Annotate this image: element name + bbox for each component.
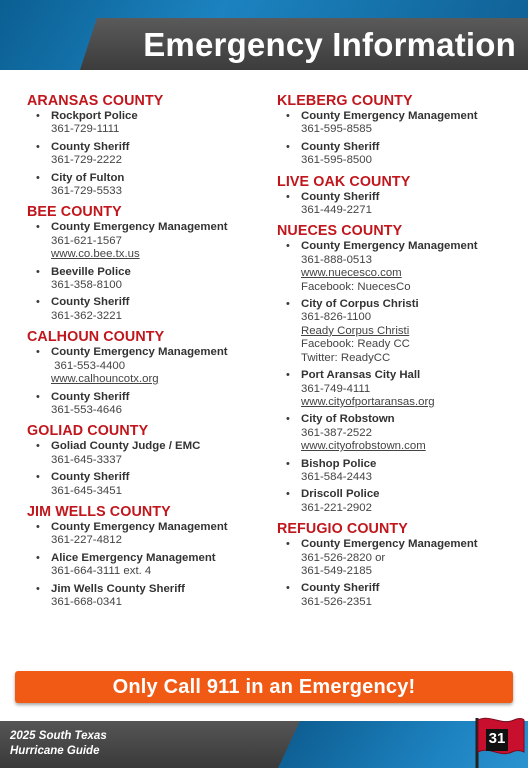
bullet-icon: • — [286, 457, 290, 470]
contact-name: County Sheriff — [301, 190, 380, 203]
page-footer — [0, 721, 528, 768]
contact-phone: 361-888-0513 — [301, 253, 372, 266]
contact-phone: 361-549-2185 — [301, 564, 372, 577]
county-section-aransas-county — [27, 92, 267, 198]
bullet-icon: • — [36, 551, 40, 564]
contact-name: County Sheriff — [51, 471, 130, 484]
contact-entry — [27, 221, 267, 261]
contact-entry — [27, 172, 267, 199]
contact-entry — [277, 458, 517, 485]
county-section-calhoun-county — [27, 328, 267, 417]
contact-name: Port Aransas City Hall — [301, 369, 421, 382]
county-heading: LIVE OAK COUNTY — [277, 173, 411, 190]
contact-name: City of Corpus Christi — [301, 298, 419, 311]
contact-name: City of Robstown — [301, 413, 395, 426]
contact-entry — [27, 346, 267, 386]
footer-guide-title: 2025 South Texas Hurricane Guide — [10, 730, 107, 757]
county-section-bee-county — [27, 203, 267, 323]
contact-name: County Emergency Management — [301, 110, 478, 122]
bullet-icon: • — [36, 171, 40, 184]
contact-phone: 361-595-8585 — [301, 123, 372, 136]
contact-entry — [27, 471, 267, 498]
county-section-jim-wells-county — [27, 503, 267, 609]
county-heading: CALHOUN COUNTY — [27, 329, 165, 346]
bullet-icon: • — [286, 413, 290, 426]
bullet-icon: • — [36, 265, 40, 278]
county-heading: JIM WELLS COUNTY — [27, 503, 171, 520]
contact-entry — [27, 141, 267, 168]
county-section-nueces-county — [277, 222, 517, 515]
county-section-refugio-county — [277, 520, 517, 609]
county-section-live-oak-county — [277, 173, 517, 218]
bullet-icon: • — [286, 582, 290, 595]
contact-name: County Sheriff — [301, 140, 380, 153]
bullet-icon: • — [36, 110, 40, 122]
contact-entry — [277, 110, 517, 137]
banner-text: Only Call 911 in an Emergency! — [112, 676, 416, 698]
contact-name: Beeville Police — [51, 265, 131, 278]
contact-name: County Sheriff — [51, 140, 130, 153]
bullet-icon: • — [36, 440, 40, 453]
contact-entry — [27, 552, 267, 579]
county-section-kleberg-county — [277, 92, 517, 168]
contact-phone: 361-221-2902 — [301, 501, 372, 514]
county-heading: BEE COUNTY — [27, 204, 122, 221]
contact-entry — [277, 488, 517, 515]
contact-website-link[interactable]: www.cityofportaransas.org — [301, 395, 435, 408]
contact-phone: 361-729-5533 — [51, 185, 122, 198]
contact-name: City of Fulton — [51, 171, 125, 184]
contact-phone: 361-645-3451 — [51, 484, 122, 497]
contact-entry — [277, 582, 517, 609]
contact-phone: 361-553-4400 — [51, 359, 126, 372]
contact-phone: 361-749-4111 — [301, 382, 371, 395]
contact-phone: 361-729-2222 — [51, 154, 122, 167]
emergency-911-banner — [15, 671, 513, 703]
county-heading: GOLIAD COUNTY — [27, 423, 149, 440]
contact-entry — [27, 110, 267, 137]
page-title: Emergency Information — [143, 26, 516, 63]
contact-entry — [27, 391, 267, 418]
bullet-icon: • — [36, 221, 40, 234]
contact-entry — [277, 141, 517, 168]
contact-entry — [27, 583, 267, 610]
contact-entry — [277, 298, 517, 365]
contact-phone: 361-584-2443 — [301, 470, 372, 483]
bullet-icon: • — [286, 140, 290, 153]
contact-phone: 361-645-3337 — [51, 453, 122, 466]
contact-name: County Sheriff — [51, 296, 130, 309]
contact-phone: 361-668-0341 — [51, 595, 122, 608]
bullet-icon: • — [286, 488, 290, 501]
contact-entry — [27, 266, 267, 293]
contact-phone: 361-526-2820 or — [301, 551, 386, 564]
contact-name: County Emergency Management — [51, 346, 228, 359]
bullet-icon: • — [36, 296, 40, 309]
contact-name: County Sheriff — [51, 390, 130, 403]
contact-phone: 361-358-8100 — [51, 279, 122, 292]
contact-website-link[interactable]: www.calhouncotx.org — [51, 373, 159, 386]
county-heading: NUECES COUNTY — [277, 223, 403, 240]
county-section-goliad-county — [27, 422, 267, 498]
page-header — [0, 0, 528, 70]
contact-name: County Sheriff — [301, 582, 380, 595]
contact-phone: 361-826-1100 — [301, 311, 372, 324]
contact-website-link[interactable]: www.co.bee.tx.us — [51, 248, 140, 261]
contact-entry — [277, 538, 517, 578]
contact-entry — [277, 240, 517, 294]
contact-phone: 361-526-2351 — [301, 595, 372, 608]
contact-website-link[interactable]: Ready Corpus Christi — [301, 324, 410, 337]
county-heading: ARANSAS COUNTY — [27, 93, 164, 109]
contact-name: Jim Wells County Sheriff — [51, 582, 185, 595]
contact-phone: 361-664-3111 ext. 4 — [51, 565, 152, 578]
bullet-icon: • — [36, 471, 40, 484]
contact-name: County Emergency Management — [301, 240, 478, 253]
contact-phone: 361-449-2271 — [301, 204, 372, 217]
contact-phone: 361-553-4646 — [51, 403, 122, 416]
contact-name: County Emergency Management — [301, 538, 478, 551]
bullet-icon: • — [286, 538, 290, 551]
contact-entry — [27, 521, 267, 548]
contact-name: County Emergency Management — [51, 520, 228, 533]
contact-social: Facebook: NuecesCo — [301, 280, 411, 293]
contact-website-link[interactable]: www.cityofrobstown.com — [301, 440, 426, 453]
bullet-icon: • — [286, 190, 290, 203]
bullet-icon: • — [286, 298, 290, 311]
bullet-icon: • — [36, 346, 40, 359]
bullet-icon: • — [286, 369, 290, 382]
contact-name: County Emergency Management — [51, 221, 228, 234]
page-number: 31 — [488, 730, 506, 747]
contact-phone: 361-387-2522 — [301, 426, 372, 439]
left-column — [27, 92, 267, 614]
right-column — [277, 92, 517, 614]
contact-name: Driscoll Police — [301, 488, 380, 501]
contact-website-link[interactable]: www.nuecesco.com — [301, 267, 402, 280]
contact-phone: 361-362-3221 — [51, 309, 122, 322]
contact-social: Twitter: ReadyCC — [301, 351, 391, 364]
contact-name: Alice Emergency Management — [51, 551, 216, 564]
bullet-icon: • — [286, 110, 290, 122]
county-heading: KLEBERG COUNTY — [277, 93, 413, 109]
bullet-icon: • — [286, 240, 290, 253]
bullet-icon: • — [36, 390, 40, 403]
contact-entry — [277, 191, 517, 218]
contact-phone: 361-227-4812 — [51, 534, 122, 547]
bullet-icon: • — [36, 520, 40, 533]
contact-phone: 361-729-1111 — [51, 123, 120, 136]
contact-social: Facebook: Ready CC — [301, 338, 410, 351]
bullet-icon: • — [36, 582, 40, 595]
contact-entry — [27, 440, 267, 467]
contact-phone: 361-621-1567 — [51, 234, 122, 247]
contact-entry — [277, 413, 517, 453]
contact-name: Rockport Police — [51, 110, 138, 122]
contact-name: Goliad County Judge / EMC — [51, 440, 201, 453]
contact-entry — [277, 369, 517, 409]
bullet-icon: • — [36, 140, 40, 153]
contact-entry — [27, 296, 267, 323]
contact-phone: 361-595-8500 — [301, 154, 372, 167]
contact-name: Bishop Police — [301, 457, 377, 470]
county-heading: REFUGIO COUNTY — [277, 521, 408, 538]
